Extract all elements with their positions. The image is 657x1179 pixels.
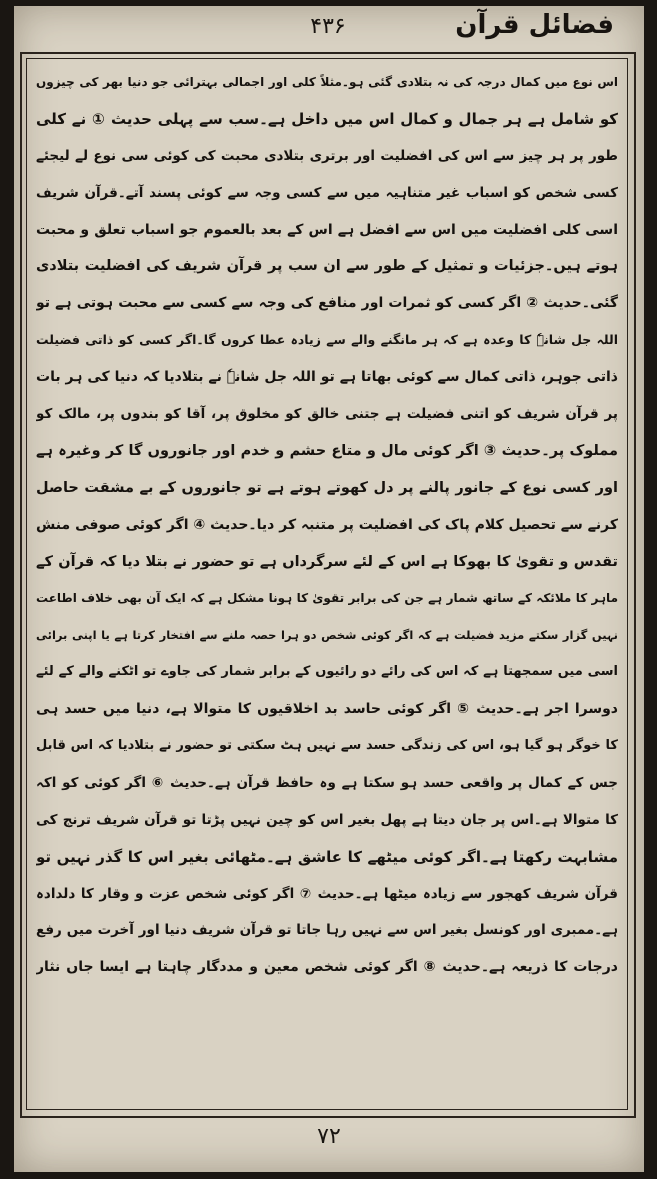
body-text <box>36 64 618 1104</box>
text-line: کو شامل ہے ہر جمال و کمال اس میں داخل ہے۔سب سے پہلی حدیث ① نے کلی <box>36 109 618 128</box>
text-line: گئی۔حدیث ② اگر کسی کو ثمرات اور منافع کی وجہ سے کسی سے محبت ہوتی ہے تو <box>36 295 618 312</box>
text-line: ماہر کا ملائکہ کے ساتھ شمار ہے جن کی برابر تقویٰ کا ہونا مشکل ہے کہ ایک آن بھی خلاف اطاعت <box>36 591 618 606</box>
text-line: کرنے سے تحصیل کلام پاک کی افضلیت پر متنبہ کر دیا۔حدیث ④ اگر کوئی صوفی منش <box>36 516 618 533</box>
text-line: تقدس و تقویٰ کا بھوکا ہے اس کے لئے سرگرداں ہے تو حضور نے بتلا دیا کہ قرآن کے <box>36 553 618 570</box>
page-number: ۴۳۶ <box>310 14 346 39</box>
text-line: ذاتی جوہر، ذاتی کمال سے کوئی بھاتا ہے تو اللہ جل شانہٗ نے بتلادیا کہ دنیا کی ہر بات <box>36 369 618 386</box>
text-line: نہیں گزار سکتے مزید فضیلت ہے کہ اگر کوئی شخص دو ہرا حصہ ملنے سے افتخار کرتا ہے یا اپنی برائی <box>36 628 618 643</box>
text-line: طور پر ہر چیز سے اس کی افضلیت اور برتری بتلادی محبت کی کوئی سی نوع لے لیجئے <box>36 147 618 164</box>
text-line: کا خوگر ہو گیا ہو، اس کی زندگی حسد سے نہیں ہٹ سکتی تو حضور نے بتلادیا کہ اس قابل <box>36 738 618 754</box>
text-line: ہوتے ہیں۔جزئیات و تمثیل کے طور سے ان سب پر قرآن شریف کی افضلیت بتلادی <box>36 258 618 275</box>
text-line: قرآن شریف کھجور سے زیادہ میٹھا ہے۔حدیث ⑦ اگر کوئی شخص عزت و وقار کا دلدادہ <box>36 885 618 902</box>
text-line: اس نوع میں کمال درجہ کی نہ بتلادی گئی ہو۔مثلاً کلی اور اجمالی بہترائی جو دنیا بھر کی چیزوں <box>36 75 618 89</box>
text-line: اللہ جل شانہٗ کا وعدہ ہے کہ ہر مانگنے والے سے زیادہ عطا کروں گا۔اگر کسی کو ذاتی فضیلت <box>36 332 618 348</box>
text-line: دوسرا اجر ہے۔حدیث ⑤ اگر کوئی حاسد بد اخلاقیوں کا متوالا ہے، دنیا میں حسد ہی <box>36 701 618 718</box>
text-line: اور کسی نوع کے جانور پالنے پر دل کھوتے ہوتے ہے تو جانوروں کے بے مشقت حاصل <box>36 479 618 496</box>
text-line: اسی کلی افضلیت میں اس سے افضل ہے اس کے بعد بالعموم جو اسباب تعلق و محبت <box>36 221 618 238</box>
text-line: کا متوالا ہے۔اس پر جان دیتا ہے پھل بغیر اس کو چین نہیں پڑتا تو قرآن شریف ترنج کی <box>36 811 618 828</box>
book-page <box>14 6 644 1172</box>
text-line: مشابہت رکھتا ہے۔اگر کوئی میٹھے کا عاشق ہے۔مٹھائی بغیر اس کا گذر نہیں تو <box>36 847 618 866</box>
text-line: پر قرآن شریف کو اتنی فضیلت ہے جتنی خالق کو مخلوق پر، آقا کو بندوں پر، مالک کو <box>36 406 618 423</box>
text-line: اسی میں سمجھتا ہے کہ اس کی رائے دو رائیوں کے برابر شمار کی جاوے تو اٹکنے والے کے لئے <box>36 664 618 680</box>
text-line: مملوک پر۔حدیث ③ اگر کوئی مال و متاع حشم و خدم اور جانوروں گا کر وغیرہ ہے <box>36 442 618 459</box>
text-line: درجات کا ذریعہ ہے۔حدیث ⑧ اگر کوئی شخص معین و مددگار چاہتا ہے ایسا جاں نثار <box>36 959 618 976</box>
text-line: کسی شخص کو اسباب غیر متناہیہ میں سے کسی وجہ سے کوئی پسند آتے۔قرآن شریف <box>36 184 618 201</box>
text-line: ہے۔ممبری اور کونسل بغیر اس سے نہیں رہا جاتا تو قرآن شریف دنیا اور آخرت میں رفع <box>36 922 618 939</box>
book-title: فضائل قرآن <box>455 10 614 40</box>
page-header <box>14 6 644 58</box>
footer-page-number: ۷۲ <box>317 1124 341 1149</box>
text-line: جس کے کمال پر واقعی حسد ہو سکتا ہے وہ حافظ قرآن ہے۔حدیث ⑥ اگر کوئی کو اکہ <box>36 774 618 791</box>
